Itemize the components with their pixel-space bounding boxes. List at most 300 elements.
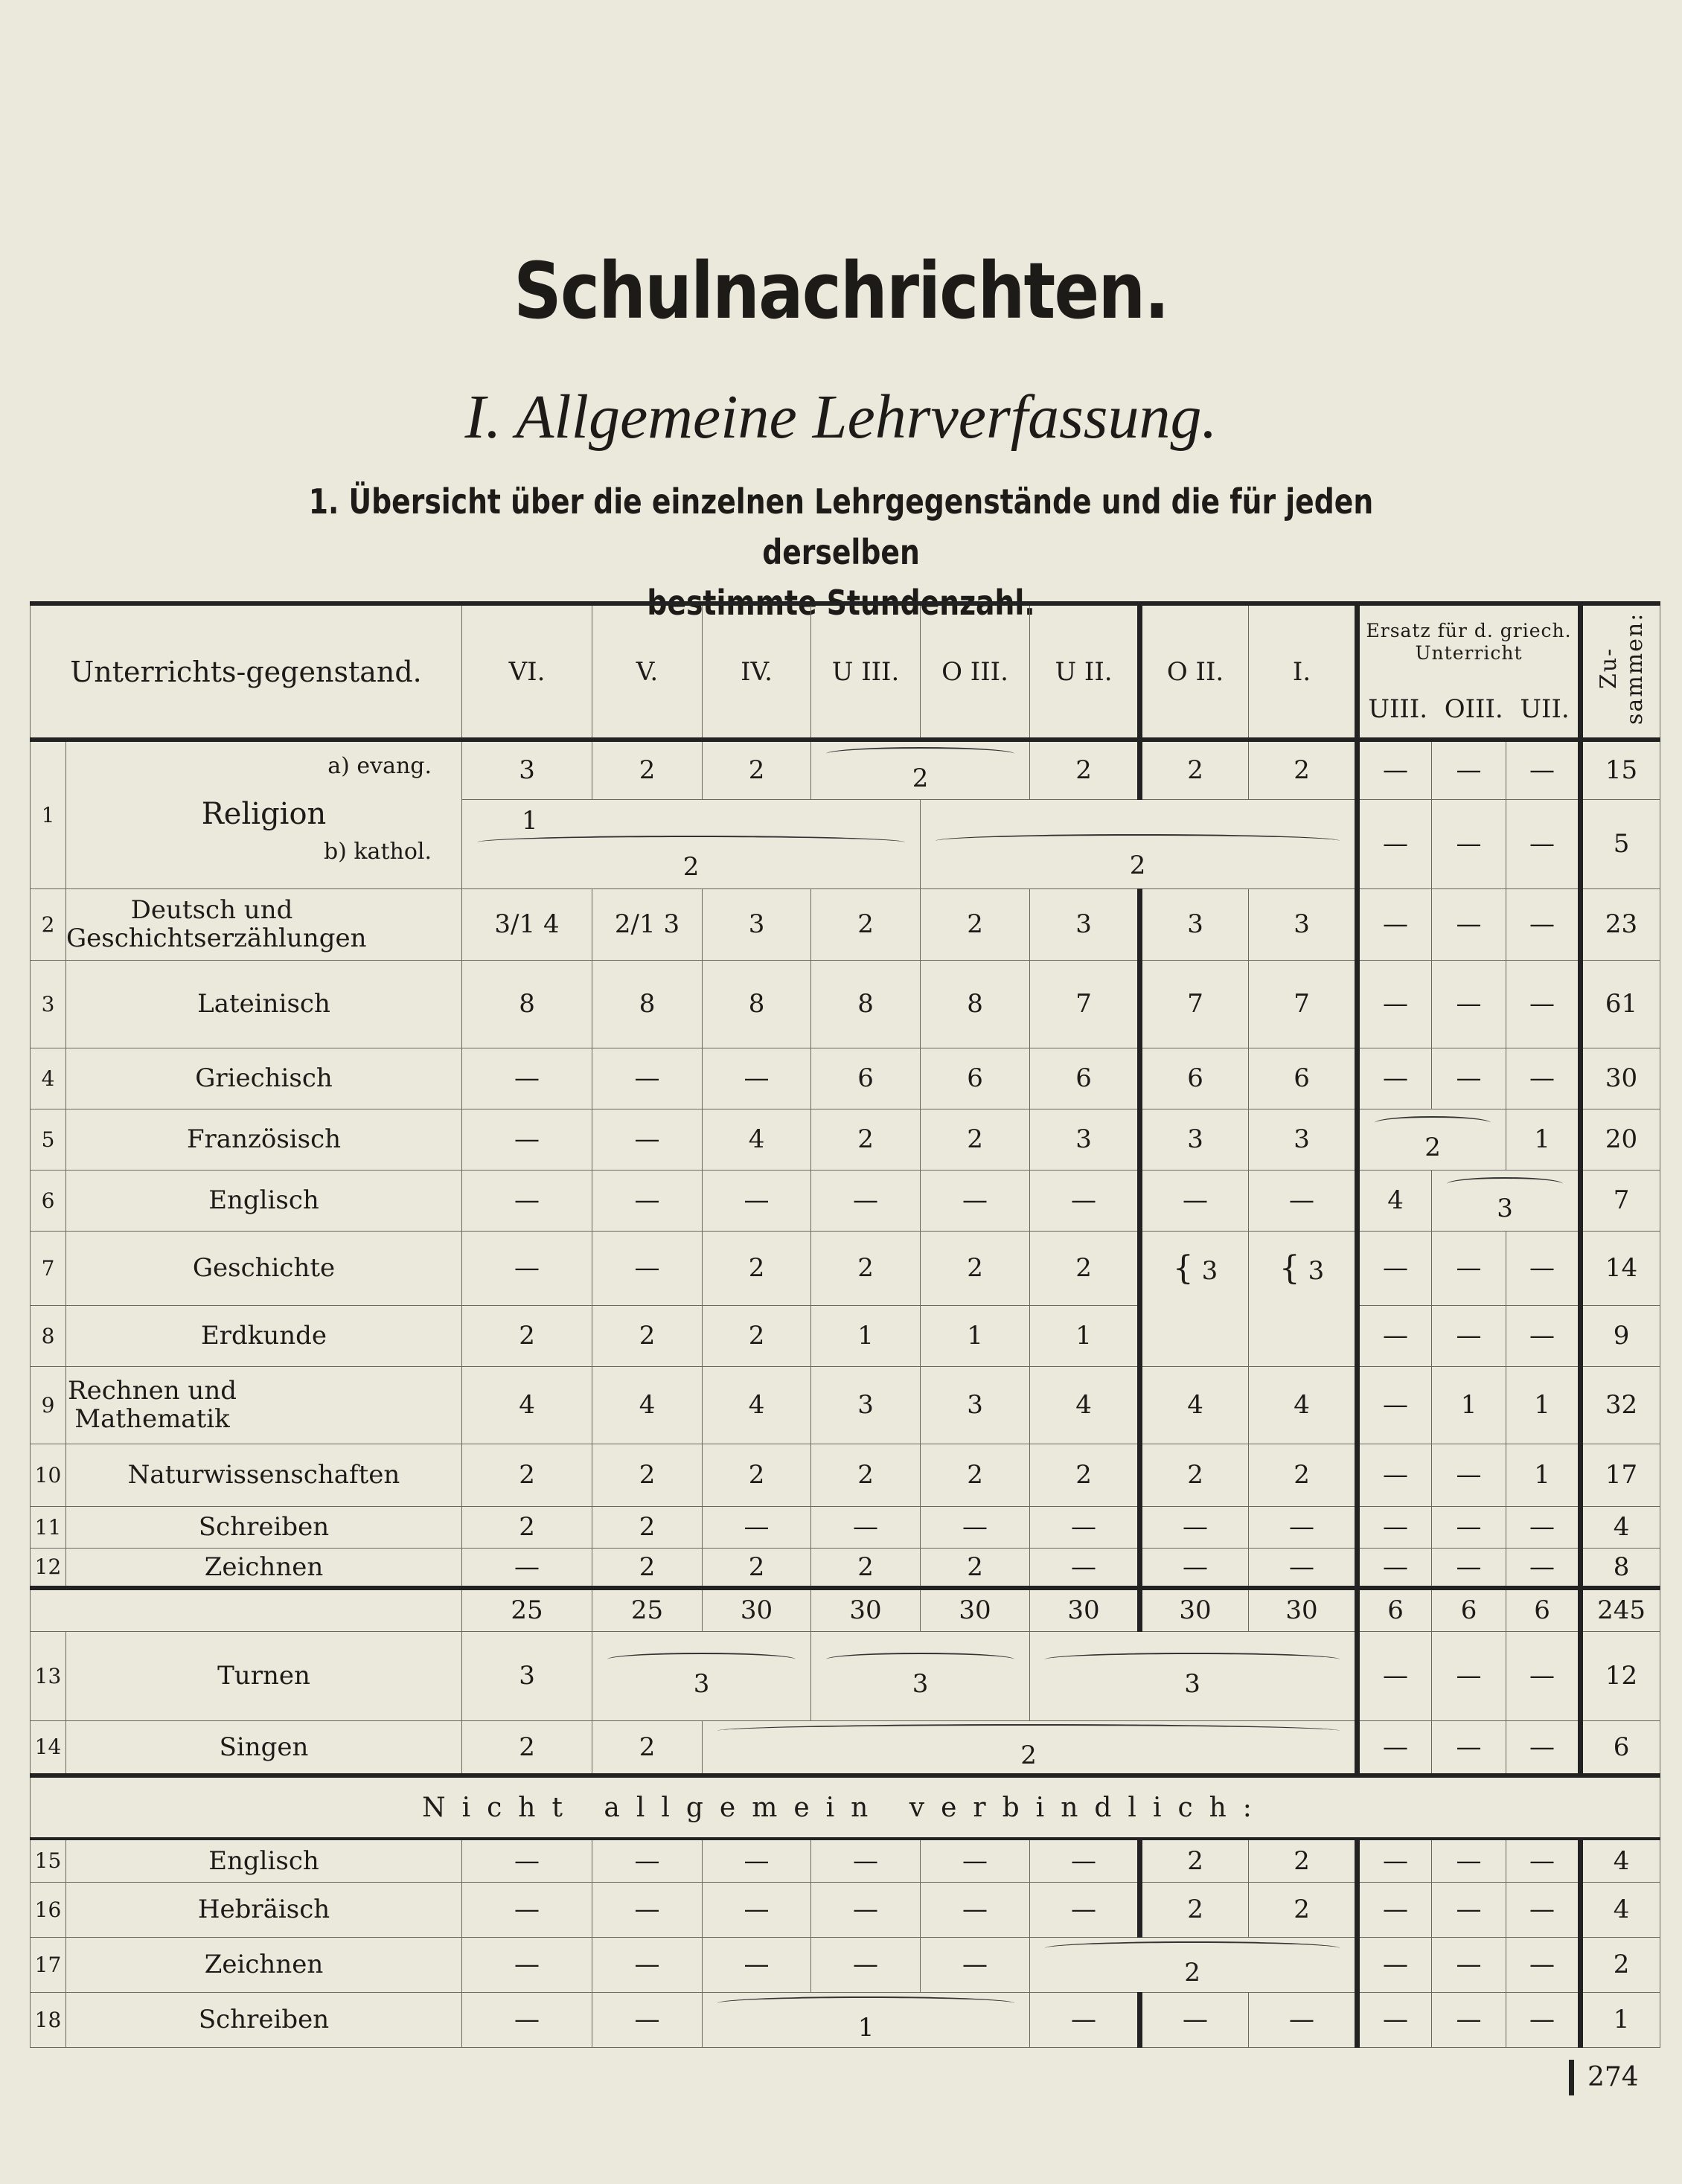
cell-total: 17: [1581, 1444, 1660, 1506]
cell-v: —: [592, 1048, 703, 1109]
header-class-oii: O II.: [1140, 603, 1249, 740]
header-class-oiii: O III.: [921, 603, 1030, 740]
group-value: 2: [682, 852, 700, 882]
cell-total: 2: [1581, 1937, 1660, 1992]
cell-oiii: 2: [921, 888, 1030, 960]
cell-i: —: [1249, 1170, 1358, 1231]
cell-ersatz-3: —: [1506, 1992, 1581, 2047]
cell-iv: —: [703, 1839, 811, 1882]
sum-i: 30: [1249, 1588, 1358, 1631]
cell-uiii: 1: [811, 1305, 921, 1366]
optional-heading: Nicht allgemein verbindlich:: [31, 1775, 1660, 1839]
sum-ersatz-1: 6: [1358, 1588, 1432, 1631]
cell-ersatz-1: —: [1358, 1937, 1432, 1992]
cell-total: 7: [1581, 1170, 1660, 1231]
group-value: 2: [912, 763, 929, 794]
cell-ersatz-2: —: [1432, 1506, 1506, 1548]
cell-total: 30: [1581, 1048, 1660, 1109]
sum-ersatz-2: 6: [1432, 1588, 1506, 1631]
header-ersatz-oiii: OIII.: [1444, 694, 1503, 724]
cell-uii: 6: [1030, 1048, 1140, 1109]
group-value: 3: [912, 1669, 929, 1699]
cell-ersatz-2: —: [1432, 1937, 1506, 1992]
cell-ersatz-3: —: [1506, 1048, 1581, 1109]
cell-v: 8: [592, 960, 703, 1048]
row-number: 14: [31, 1720, 66, 1775]
grand-total: 274: [1569, 2060, 1639, 2095]
cell-total: 12: [1581, 1631, 1660, 1720]
cell-uii: 2: [1030, 1444, 1140, 1506]
row-number: 4: [31, 1048, 66, 1109]
cell-oii: 2: [1140, 1882, 1249, 1937]
cell-oiii: —: [921, 1839, 1030, 1882]
cell-v: —: [592, 1992, 703, 2047]
cell-iv: 2: [703, 1548, 811, 1588]
cell-group-iv-i: [703, 1720, 1358, 1775]
table-row: [31, 1305, 1660, 1366]
header-ersatz-uiii: UIII.: [1368, 694, 1428, 724]
cell-group-uii-i: [1030, 1937, 1358, 1992]
row-number: 16: [31, 1882, 66, 1937]
table-row: [31, 1109, 1660, 1170]
cell-total: 20: [1581, 1109, 1660, 1170]
sum-uii: 30: [1030, 1588, 1140, 1631]
cell-total: 14: [1581, 1231, 1660, 1305]
cell-vi: —: [462, 1231, 592, 1305]
cell-ersatz-2: —: [1432, 1444, 1506, 1506]
cell-vi: —: [462, 1048, 592, 1109]
cell-uiii: 2: [811, 1231, 921, 1305]
cell-ersatz-3: —: [1506, 1548, 1581, 1588]
row-number: 10: [31, 1444, 66, 1506]
cell-uii: —: [1030, 1882, 1140, 1937]
cell-v: 4: [592, 1366, 703, 1444]
cell-i: 6: [1249, 1048, 1358, 1109]
cell-vi: —: [462, 1548, 592, 1588]
subject-name: Singen: [66, 1720, 462, 1775]
cell-uii: 3: [1030, 1109, 1140, 1170]
table-row: [31, 1231, 1660, 1305]
cell-i: 2: [1249, 1444, 1358, 1506]
table-row-singen: [31, 1720, 1660, 1775]
table-row: [31, 1937, 1660, 1992]
cell-total: 32: [1581, 1366, 1660, 1444]
row-number: 5: [31, 1109, 66, 1170]
cell-kathol-group-1: [462, 799, 921, 888]
cell-ersatz-1: —: [1358, 1839, 1432, 1882]
header-class-iv: IV.: [703, 603, 811, 740]
subject-name: Schreiben: [66, 1992, 462, 2047]
cell-i: —: [1249, 1548, 1358, 1588]
cell-ersatz-2: —: [1432, 1548, 1506, 1588]
cell-v: 2: [592, 1720, 703, 1775]
subject-name: Erdkunde: [66, 1305, 462, 1366]
cell-ersatz-1: —: [1358, 1631, 1432, 1720]
cell-uiii: —: [811, 1839, 921, 1882]
cell-iv: —: [703, 1506, 811, 1548]
cell-ersatz-2: 1: [1432, 1366, 1506, 1444]
header-class-v: V.: [592, 603, 703, 740]
cell-uii: —: [1030, 1992, 1140, 2047]
row-number: 9: [31, 1366, 66, 1444]
combined-value: 3: [1308, 1255, 1325, 1286]
cell-oiii: —: [921, 1937, 1030, 1992]
cell-oii: 3: [1140, 1109, 1249, 1170]
subject-name: Lateinisch: [66, 960, 462, 1048]
table-row: [31, 1548, 1660, 1588]
cell-ersatz-2: —: [1432, 1992, 1506, 2047]
cell-ersatz-group: [1358, 1109, 1506, 1170]
cell-uiii: 3: [811, 1366, 921, 1444]
sum-oiii: 30: [921, 1588, 1030, 1631]
cell-uiii: —: [811, 1937, 921, 1992]
header-total: [1581, 603, 1660, 740]
cell-ersatz-3: —: [1506, 1631, 1581, 1720]
subject-name: Hebräisch: [66, 1882, 462, 1937]
cell-ersatz-3: —: [1506, 1231, 1581, 1305]
cell-ersatz-2: —: [1432, 1631, 1506, 1720]
row-number: 1: [31, 740, 66, 888]
religion-kathol-label: b) kathol.: [323, 838, 432, 865]
subject-name: Geschichte: [66, 1231, 462, 1305]
cell-ersatz-1: —: [1358, 1720, 1432, 1775]
row-number: 3: [31, 960, 66, 1048]
cell-group-v-iv: [592, 1631, 811, 1720]
cell-ersatz-1: —: [1358, 1048, 1432, 1109]
cell-total: 23: [1581, 888, 1660, 960]
cell-ersatz-3: —: [1506, 1506, 1581, 1548]
cell-i: 2: [1249, 1839, 1358, 1882]
cell-ersatz-2: —: [1432, 740, 1506, 799]
cell-v: 2: [592, 1444, 703, 1506]
cell-ersatz-3: —: [1506, 1720, 1581, 1775]
heading-line-2: bestimmte Stundenzahl.: [647, 583, 1035, 623]
cell-total: 61: [1581, 960, 1660, 1048]
cell-i: 3: [1249, 1109, 1358, 1170]
cell-iv: 4: [703, 1109, 811, 1170]
cell-ersatz-1: —: [1358, 1882, 1432, 1937]
group-value: 1: [857, 2013, 874, 2043]
row-number: 18: [31, 1992, 66, 2047]
row-number: 2: [31, 888, 66, 960]
group-value: 2: [1424, 1133, 1441, 1162]
cell-ersatz-1: —: [1358, 1305, 1432, 1366]
header-subject: Unterrichts-gegenstand.: [31, 603, 462, 740]
cell-vi: —: [462, 1992, 592, 2047]
cell-oiii: —: [921, 1170, 1030, 1231]
subject-name: Turnen: [66, 1631, 462, 1720]
cell-ersatz-3: —: [1506, 1937, 1581, 1992]
sum-uiii: 30: [811, 1588, 921, 1631]
cell-iv: 2: [703, 740, 811, 799]
cell-oiii: 6: [921, 1048, 1030, 1109]
cell-uii: 7: [1030, 960, 1140, 1048]
optional-heading-row: [31, 1775, 1660, 1839]
cell-total: 4: [1581, 1839, 1660, 1882]
cell-uiii: —: [811, 1506, 921, 1548]
row-number: 13: [31, 1631, 66, 1720]
subject-name: Englisch: [66, 1170, 462, 1231]
cell-oii: —: [1140, 1506, 1249, 1548]
cell-vi: —: [462, 1170, 592, 1231]
subject-name: Englisch: [66, 1839, 462, 1882]
cell-total: 4: [1581, 1506, 1660, 1548]
page-title: Schulnachrichten.: [514, 246, 1168, 336]
cell-total: 5: [1581, 799, 1660, 888]
subject-religion: [66, 740, 462, 888]
subject-name: Religion: [201, 797, 327, 832]
cell-ersatz-3: —: [1506, 888, 1581, 960]
cell-ersatz-2: —: [1432, 1720, 1506, 1775]
cell-iv: —: [703, 1170, 811, 1231]
cell-vi: 3/1 4: [462, 888, 592, 960]
sum-vi: 25: [462, 1588, 592, 1631]
cell-ersatz-3: —: [1506, 1839, 1581, 1882]
cell-uiii-oiii-group: [811, 740, 1030, 799]
cell-ersatz-2: —: [1432, 1048, 1506, 1109]
combined-value: 3: [1201, 1255, 1218, 1286]
row-number: 17: [31, 1937, 66, 1992]
religion-evang-label: a) evang.: [327, 753, 432, 779]
cell-i: 2: [1249, 740, 1358, 799]
header-class-vi: VI.: [462, 603, 592, 740]
header-class-uiii: U III.: [811, 603, 921, 740]
group-value: 2: [1129, 851, 1146, 880]
cell-group-uii-i: [1030, 1631, 1358, 1720]
table-row: [31, 1170, 1660, 1231]
cell-uiii: —: [811, 1170, 921, 1231]
cell-oii: 6: [1140, 1048, 1249, 1109]
cell-v: 2: [592, 1506, 703, 1548]
cell-v: 2: [592, 1305, 703, 1366]
cell-i: 3: [1249, 888, 1358, 960]
cell-vi: 8: [462, 960, 592, 1048]
table-header-row: [31, 603, 1660, 740]
cell-ersatz-2: —: [1432, 888, 1506, 960]
cell-uii: —: [1030, 1548, 1140, 1588]
cell-vi: 2: [462, 1305, 592, 1366]
cell-uii: 2: [1030, 740, 1140, 799]
subject-name: Griechisch: [66, 1048, 462, 1109]
row-number: 12: [31, 1548, 66, 1588]
cell-v: 2: [592, 740, 703, 799]
table-row: [31, 1506, 1660, 1548]
cell-uiii: 8: [811, 960, 921, 1048]
cell-ersatz-2: —: [1432, 1305, 1506, 1366]
cell-i-combined: { 3: [1249, 1231, 1358, 1366]
cell-ersatz-3: —: [1506, 960, 1581, 1048]
cell-ersatz-1: 4: [1358, 1170, 1432, 1231]
cell-vi: —: [462, 1937, 592, 1992]
cell-iv: 8: [703, 960, 811, 1048]
cell-oiii: 2: [921, 1109, 1030, 1170]
cell-oiii: 8: [921, 960, 1030, 1048]
cell-ersatz-3: 1: [1506, 1366, 1581, 1444]
table-row-turnen: [31, 1631, 1660, 1720]
cell-v: —: [592, 1170, 703, 1231]
table-row: [31, 1839, 1660, 1882]
cell-vi: 3: [462, 1631, 592, 1720]
cell-iv: 4: [703, 1366, 811, 1444]
sum-v: 25: [592, 1588, 703, 1631]
cell-iv: 2: [703, 1231, 811, 1305]
cell-oii: —: [1140, 1170, 1249, 1231]
cell-uiii: 2: [811, 1109, 921, 1170]
subject-name: Zeichnen: [66, 1937, 462, 1992]
cell-oii: 3: [1140, 888, 1249, 960]
cell-uii: —: [1030, 1506, 1140, 1548]
table-row: [31, 888, 1660, 960]
cell-ersatz-1: —: [1358, 799, 1432, 888]
cell-ersatz-1: —: [1358, 740, 1432, 799]
cell-uii: 3: [1030, 888, 1140, 960]
cell-ersatz-3: —: [1506, 740, 1581, 799]
cell-ersatz-3: —: [1506, 799, 1581, 888]
cell-group-iv-oiii: [703, 1992, 1030, 2047]
table-row: [31, 1366, 1660, 1444]
cell-total: 1: [1581, 1992, 1660, 2047]
subject-name: Schreiben: [66, 1506, 462, 1548]
section-title: I. Allgemeine Lehrverfassung.: [464, 382, 1218, 452]
cell-v: —: [592, 1839, 703, 1882]
sum-row: [31, 1588, 1660, 1631]
cell-uiii: 2: [811, 888, 921, 960]
cell-uiii: 2: [811, 1548, 921, 1588]
cell-v: 2: [592, 1548, 703, 1588]
cell-i: —: [1249, 1506, 1358, 1548]
cell-v: 2/1 3: [592, 888, 703, 960]
cell-kathol-group-2: [921, 799, 1358, 888]
cell-total: 9: [1581, 1305, 1660, 1366]
cell-uiii: 6: [811, 1048, 921, 1109]
row-number: 7: [31, 1231, 66, 1305]
cell-ersatz-2: —: [1432, 799, 1506, 888]
subject-name: Deutsch und Geschichtserzählungen: [66, 888, 462, 960]
cell-oii: 2: [1140, 1839, 1249, 1882]
cell-oiii: 1: [921, 1305, 1030, 1366]
cell-vi: —: [462, 1839, 592, 1882]
cell-i: 7: [1249, 960, 1358, 1048]
subject-name: Zeichnen: [66, 1548, 462, 1588]
cell-oii: —: [1140, 1992, 1249, 2047]
header-ersatz-caption: Ersatz für d. griech. Unterricht: [1366, 619, 1572, 664]
subject-name: Naturwissenschaften: [66, 1444, 462, 1506]
cell-vi: 2: [462, 1506, 592, 1548]
cell-vi: 4: [462, 1366, 592, 1444]
cell-iv: —: [703, 1937, 811, 1992]
cell-uiii: 2: [811, 1444, 921, 1506]
row-number: 11: [31, 1506, 66, 1548]
cell-ersatz-3: —: [1506, 1882, 1581, 1937]
row-number: 8: [31, 1305, 66, 1366]
cell-ersatz-2: —: [1432, 1839, 1506, 1882]
header-ersatz-uii: UII.: [1520, 694, 1570, 724]
cell-ersatz-2: —: [1432, 960, 1506, 1048]
cell-iv: 3: [703, 888, 811, 960]
table-row-religion-evang: [31, 740, 1660, 799]
sum-iv: 30: [703, 1588, 811, 1631]
table-row: [31, 1048, 1660, 1109]
table-row: [31, 960, 1660, 1048]
cell-oiii: 2: [921, 1444, 1030, 1506]
row-number: 6: [31, 1170, 66, 1231]
cell-v: —: [592, 1231, 703, 1305]
cell-ersatz-3: 1: [1506, 1109, 1581, 1170]
cell-ersatz-3: 1: [1506, 1444, 1581, 1506]
cell-uii: —: [1030, 1839, 1140, 1882]
cell-oiii: —: [921, 1506, 1030, 1548]
sum-ersatz-3: 6: [1506, 1588, 1581, 1631]
cell-oiii: 2: [921, 1231, 1030, 1305]
cell-uii: —: [1030, 1170, 1140, 1231]
cell-ersatz-1: —: [1358, 1506, 1432, 1548]
cell-oiii: —: [921, 1882, 1030, 1937]
cell-total: 8: [1581, 1548, 1660, 1588]
group-value: 3: [1184, 1669, 1200, 1699]
row-number: 15: [31, 1839, 66, 1882]
cell-vi: 3: [462, 740, 592, 799]
table-row: [31, 1992, 1660, 2047]
cell-vi: —: [462, 1109, 592, 1170]
cell-ersatz-group: [1432, 1170, 1581, 1231]
cell-vi: —: [462, 1882, 592, 1937]
cell-ersatz-1: —: [1358, 1366, 1432, 1444]
cell-ersatz-2: —: [1432, 1882, 1506, 1937]
sum-oii: 30: [1140, 1588, 1249, 1631]
cell-uiii: —: [811, 1882, 921, 1937]
cell-ersatz-1: —: [1358, 1992, 1432, 2047]
header-class-uii: U II.: [1030, 603, 1140, 740]
group-value: 3: [693, 1669, 710, 1699]
cell-i: 4: [1249, 1366, 1358, 1444]
cell-oii: 7: [1140, 960, 1249, 1048]
cell-oii: 4: [1140, 1366, 1249, 1444]
cell-iv: 2: [703, 1305, 811, 1366]
cell-vi: 2: [462, 1444, 592, 1506]
cell-iv: 2: [703, 1444, 811, 1506]
lesson-table: [30, 601, 1660, 2048]
sum-total: 245: [1581, 1588, 1660, 1631]
cell-v: —: [592, 1882, 703, 1937]
group-value: 2: [1020, 1740, 1037, 1770]
cell-ersatz-3: —: [1506, 1305, 1581, 1366]
group-value: 2: [1184, 1958, 1200, 1988]
header-ersatz: [1358, 603, 1581, 740]
cell-group-uiii-oiii: [811, 1631, 1030, 1720]
cell-oii-combined: { 3: [1140, 1231, 1249, 1366]
cell-ersatz-1: —: [1358, 960, 1432, 1048]
group-value: 3: [1497, 1194, 1513, 1223]
cell-ersatz-2: —: [1432, 1231, 1506, 1305]
cell-oiii: 2: [921, 1548, 1030, 1588]
cell-ersatz-1: —: [1358, 888, 1432, 960]
cell-uii: 1: [1030, 1305, 1140, 1366]
cell-total: 6: [1581, 1720, 1660, 1775]
cell-v: —: [592, 1109, 703, 1170]
cell-oii: 2: [1140, 1444, 1249, 1506]
heading-line-1: 1. Übersicht über die einzelnen Lehrgegenstände und die für jeden derselben: [308, 481, 1374, 572]
subject-name: Französisch: [66, 1109, 462, 1170]
kathol-vi-value: 1: [522, 806, 538, 836]
subject-name: Rechnen und Mathematik: [66, 1366, 462, 1444]
cell-oii: —: [1140, 1548, 1249, 1588]
cell-oiii: 3: [921, 1366, 1030, 1444]
table-row: [31, 1882, 1660, 1937]
cell-vi: 2: [462, 1720, 592, 1775]
cell-ersatz-1: —: [1358, 1548, 1432, 1588]
cell-v: —: [592, 1937, 703, 1992]
cell-ersatz-1: —: [1358, 1444, 1432, 1506]
